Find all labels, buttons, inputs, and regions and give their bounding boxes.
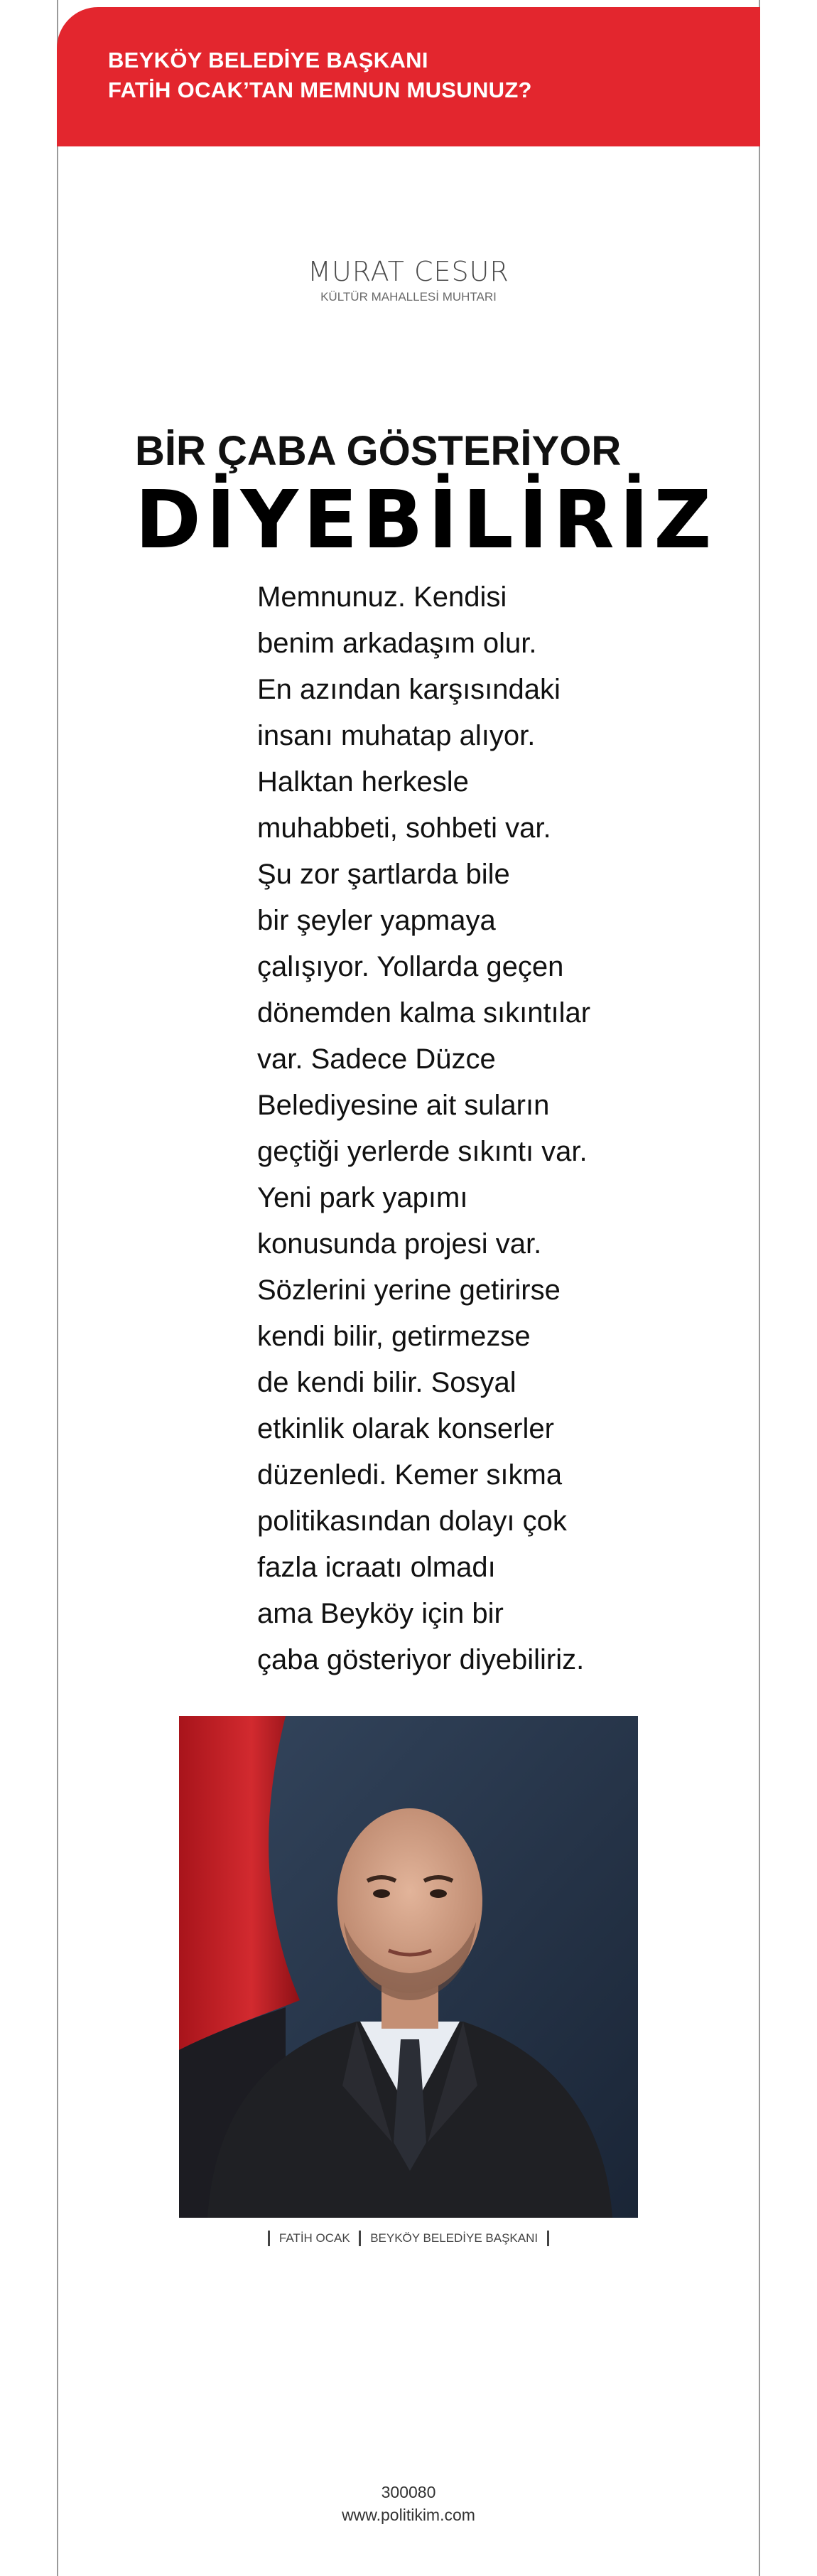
quote-line: çaba gösteriyor diyebiliriz. xyxy=(257,1644,585,1675)
quote-line: Yeni park yapımı xyxy=(257,1182,468,1213)
quote-line: insanı muhatap alıyor. xyxy=(257,720,536,751)
quote-line: Şu zor şartlarda bile xyxy=(257,859,510,890)
quote-line: etkinlik olarak konserler xyxy=(257,1413,554,1444)
quote-line: Halktan herkesle xyxy=(257,766,469,798)
quote-line: politikasından dolayı çok xyxy=(257,1506,567,1537)
quote-line: Memnunuz. Kendisi xyxy=(257,581,507,613)
quote-line: fazla icraatı olmadı xyxy=(257,1552,496,1583)
header-banner xyxy=(57,7,760,146)
quote-line: düzenledi. Kemer sıkma xyxy=(257,1459,563,1491)
caption-title: BEYKÖY BELEDİYE BAŞKANI xyxy=(370,2231,539,2245)
quote-line: dönemden kalma sıkıntılar xyxy=(257,997,591,1029)
footer-code: 300080 xyxy=(381,2483,436,2501)
author-role: KÜLTÜR MAHALLESİ MUHTARI xyxy=(320,290,497,304)
caption-divider xyxy=(359,2231,361,2246)
quote-line: ama Beyköy için bir xyxy=(257,1598,504,1629)
author-block xyxy=(0,256,817,304)
quote-line: kendi bilir, getirmezse xyxy=(257,1321,531,1352)
headline-line-1: BİR ÇABA GÖSTERİYOR xyxy=(135,428,622,474)
header-title xyxy=(108,45,532,105)
quote-line: var. Sadece Düzce xyxy=(257,1043,496,1075)
quote-body xyxy=(257,574,655,1683)
caption-name: FATİH OCAK xyxy=(278,2231,350,2245)
quote-line: muhabbeti, sohbeti var. xyxy=(257,812,551,844)
quote-line: de kendi bilir. Sosyal xyxy=(257,1367,516,1398)
quote-line: konusunda projesi var. xyxy=(257,1228,542,1260)
quote-line: En azından karşısındaki xyxy=(257,674,561,705)
headline-line-2: DİYEBİLİRİZ xyxy=(135,474,717,567)
portrait-photo xyxy=(179,1716,638,2218)
footer-website: www.politikim.com xyxy=(342,2506,475,2524)
quote-line: benim arkadaşım olur. xyxy=(257,628,537,659)
quote-line: Belediyesine ait suların xyxy=(257,1090,550,1121)
author-name: MURAT CESUR xyxy=(308,256,509,287)
portrait-illustration xyxy=(179,1716,638,2218)
caption-divider xyxy=(268,2231,270,2246)
quote-line: çalışıyor. Yollarda geçen xyxy=(257,951,564,982)
photo-caption xyxy=(0,2231,817,2246)
caption-divider xyxy=(547,2231,549,2246)
quote-line: geçtiği yerlerde sıkıntı var. xyxy=(257,1136,588,1167)
header-title-line-2: FATİH OCAK’TAN MEMNUN MUSUNUZ? xyxy=(108,77,532,102)
page-footer xyxy=(0,2481,817,2526)
header-title-line-1: BEYKÖY BELEDİYE BAŞKANI xyxy=(108,48,428,73)
quote-line: bir şeyler yapmaya xyxy=(257,905,496,936)
quote-line: Sözlerini yerine getirirse xyxy=(257,1274,561,1306)
